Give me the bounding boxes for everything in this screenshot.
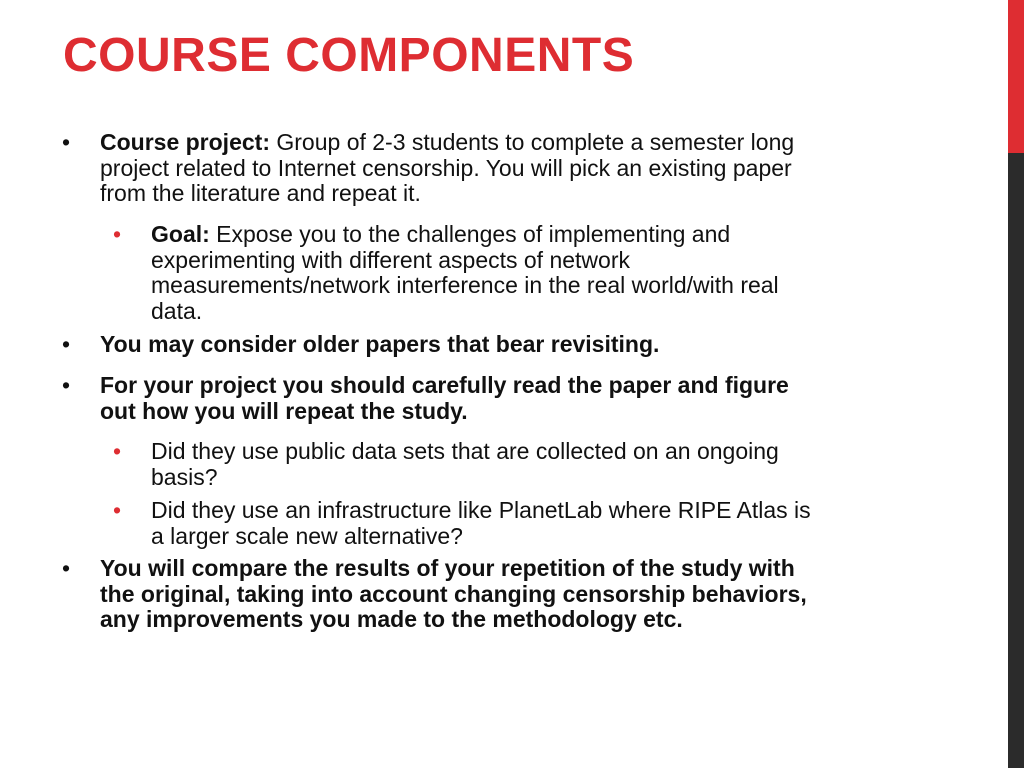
- slide-title: COURSE COMPONENTS: [63, 29, 635, 82]
- accent-bar-top: [1008, 0, 1024, 153]
- bullet-text-line: Did they use an infrastructure like PlanetLab where RIPE Atlas is: [151, 497, 811, 523]
- bullet-marker: •: [62, 129, 71, 155]
- bullet-text-line: You will compare the results of your repetition of the study with: [100, 555, 795, 581]
- bullet-text-line: Group of 2-3 students to complete a semester long: [269, 129, 795, 155]
- bullet-text-line: any improvements you made to the methodology etc.: [100, 606, 683, 632]
- bullet-text-line: measurements/network interference in the real world/with real: [151, 272, 779, 298]
- bullet-text-line: experimenting with different aspects of network: [151, 246, 630, 273]
- bullet-lead-label: Course project:: [100, 129, 270, 155]
- subbullet-marker: •: [113, 497, 122, 523]
- bullet-text-line: You may consider older papers that bear revisiting.: [100, 331, 660, 357]
- bullet-marker: •: [62, 331, 71, 357]
- bullet-marker: •: [62, 372, 71, 398]
- bullet-lead-label: Goal:: [151, 221, 210, 247]
- bullet-text-line: the original, taking into account changing censorship behaviors,: [100, 580, 807, 607]
- bullet-text-line: For your project you should carefully read the paper and figure: [100, 372, 789, 398]
- bullet-text-line: from the literature and repeat it.: [100, 180, 421, 206]
- bullet-text-line: basis?: [151, 463, 218, 490]
- subbullet-marker: •: [113, 221, 122, 247]
- bullet-text-line: Expose you to the challenges of implementing and: [209, 221, 731, 247]
- bullet-text-line: a larger scale new alternative?: [151, 522, 463, 549]
- accent-bar-bottom: [1008, 153, 1024, 768]
- subbullet-marker: •: [113, 438, 122, 464]
- bullet-text-line: data.: [151, 297, 203, 324]
- bullet-marker: •: [62, 555, 71, 581]
- bullet-text-line: Did they use public data sets that are collected on an ongoing: [151, 438, 779, 464]
- bullet-text-line: out how you will repeat the study.: [100, 397, 468, 424]
- bullet-text-line: project related to Internet censorship. You will pick an existing paper: [100, 154, 792, 181]
